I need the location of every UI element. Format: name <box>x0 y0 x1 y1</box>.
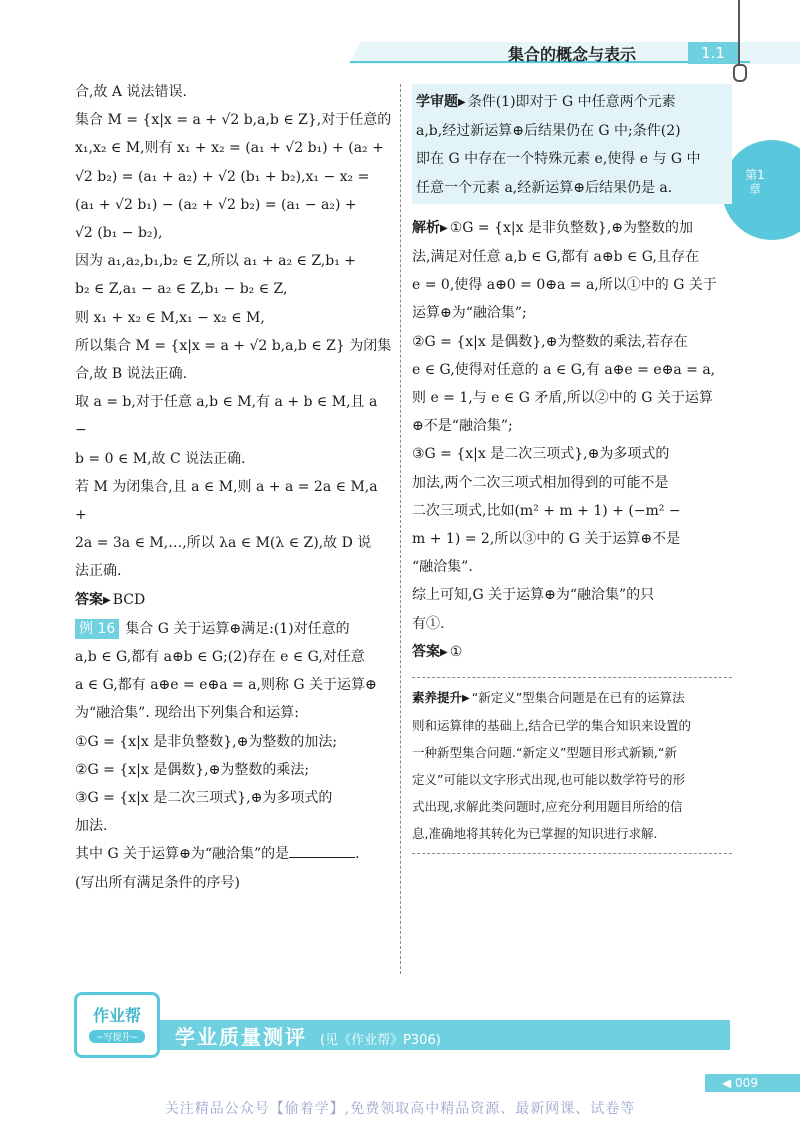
analysis-text: 加法,两个二次三项式相加得到的可能不是 <box>412 474 669 491</box>
review-label: 学审题 <box>416 94 458 110</box>
analysis-text: 综上可知,G 关于运算⊕为“融洽集”的只 <box>412 587 655 604</box>
page-title: 集合的概念与表示 <box>508 45 637 64</box>
analysis-text: ①G = {x|x 是非负整数},⊕为整数的加 <box>449 219 694 236</box>
text-line: ②G = {x|x 是偶数},⊕为整数的乘法; <box>75 761 310 778</box>
text-line: 合,故 A 说法错误. <box>75 84 187 100</box>
analysis-text: ③G = {x|x 是二次三项式},⊕为多项式的 <box>412 446 670 463</box>
zuoyebang-logo <box>74 992 160 1058</box>
tip-line <box>412 684 732 712</box>
answer-label: 答案 <box>412 643 440 660</box>
question-end: . <box>355 846 360 863</box>
analysis-text: 则 e = 1,与 e ∈ G 矛盾,所以②中的 G 关于运算 <box>412 390 713 407</box>
example-badge <box>75 619 119 639</box>
analysis-text: ⊕不是“融洽集”; <box>412 418 513 435</box>
text-line: 为“融洽集”. 现给出下列集合和运算: <box>75 705 299 722</box>
text-line: 所以集合 M = {x|x = a + √2 b,a,b ∈ Z} 为闭集 <box>75 337 392 354</box>
tip-text: 则和运算律的基础上,结合已学的集合知识来设置的 <box>412 718 691 734</box>
logo-subtext: ~写提升~ <box>89 1030 145 1043</box>
answer-line <box>412 638 732 667</box>
answer-value: ① <box>449 643 463 660</box>
analysis-text: e ∈ G,使得对任意的 a ∈ G,有 a⊕e = e⊕a = a, <box>412 361 716 378</box>
page-number <box>722 1074 758 1092</box>
bookmark-pin-icon <box>733 64 747 82</box>
text-line: √2 b₂) = (a₁ + a₂) + √2 (b₁ + b₂),x₁ − x₂ = <box>75 168 370 185</box>
question-text: 其中 G 关于运算⊕为“融洽集”的是 <box>75 846 290 863</box>
banner-subtitle: (见《作业帮》P306) <box>320 1033 441 1048</box>
section-number: 1.1 <box>688 42 738 64</box>
analysis-line <box>412 214 732 243</box>
review-text: 即在 G 中存在一个特殊元素 e,使得 e 与 G 中 <box>416 151 701 168</box>
text-line: 取 a = b,对于任意 a,b ∈ M,有 a + b ∈ M,且 a − <box>75 394 378 439</box>
text-line: 加法. <box>75 818 108 835</box>
analysis-text: 二次三项式,比如(m² + m + 1) + (−m² − <box>412 502 681 519</box>
analysis-text: e = 0,使得 a⊕0 = 0⊕a = a,所以①中的 G 关于 <box>412 277 717 294</box>
tip-text: 息,准确地将其转化为已掌握的知识进行求解. <box>412 826 658 842</box>
logo-text: 作业帮 <box>92 1006 141 1025</box>
answer-blank <box>289 843 355 858</box>
triangle-right-icon: ▶ <box>440 222 448 234</box>
text-line: 因为 a₁,a₂,b₁,b₂ ∈ Z,所以 a₁ + a₂ ∈ Z,b₁ + <box>75 253 357 270</box>
analysis-text: ②G = {x|x 是偶数},⊕为整数的乘法,若存在 <box>412 333 688 350</box>
text-line: 2a = 3a ∈ M,…,所以 λa ∈ M(λ ∈ Z),故 D 说 <box>75 535 372 552</box>
text-line: √2 (b₁ − b₂), <box>75 225 163 242</box>
review-box <box>412 84 732 204</box>
analysis-text: 有①. <box>412 615 445 632</box>
chapter-tab-label: 第1章 <box>745 168 765 196</box>
analysis-label: 解析 <box>412 219 440 236</box>
dashed-separator <box>412 677 732 678</box>
text-line: 集合 M = {x|x = a + √2 b,a,b ∈ Z},对于任意的 <box>75 112 392 129</box>
triangle-right-icon: ▶ <box>462 693 470 705</box>
text-line: x₁,x₂ ∈ M,则有 x₁ + x₂ = (a₁ + √2 b₁) + (a₂ + <box>75 140 384 157</box>
text-line: ①G = {x|x 是非负整数},⊕为整数的加法; <box>75 733 338 750</box>
text-line: 则 x₁ + x₂ ∈ M,x₁ − x₂ ∈ M, <box>75 309 265 326</box>
tip-text: 一种新型集合问题.“新定义”型题目形式新颖,“新 <box>412 745 677 761</box>
review-text: 条件(1)即对于 G 中任意两个元素 <box>467 94 676 110</box>
column-divider <box>400 84 401 974</box>
dashed-separator <box>412 853 732 854</box>
text-line: 合,故 B 说法正确. <box>75 366 188 383</box>
tip-text: 式出现,求解此类问题时,应充分利用题目所给的信 <box>412 799 683 815</box>
question-line <box>75 840 393 868</box>
answer-line <box>75 586 393 615</box>
text-line: a,b ∈ G,都有 a⊕b ∈ G;(2)存在 e ∈ G,对任意 <box>75 649 365 666</box>
example-label: 例 <box>79 620 93 637</box>
text-line: a ∈ G,都有 a⊕e = e⊕a = a,则称 G 关于运算⊕ <box>75 677 377 694</box>
review-text: 任意一个元素 a,经新运算⊕后结果仍是 a. <box>416 179 673 196</box>
answer-value: BCD <box>112 591 146 608</box>
analysis-text: m + 1) = 2,所以③中的 G 关于运算⊕不是 <box>412 531 681 548</box>
right-column <box>412 84 732 854</box>
arrow-left-icon: ◀ <box>722 1076 736 1090</box>
tip-text: “新定义”型集合问题是在已有的运算法 <box>471 690 685 706</box>
text-line: ③G = {x|x 是二次三项式},⊕为多项式的 <box>75 790 333 807</box>
text-line: 若 M 为闭集合,且 a ∈ M,则 a + a = 2a ∈ M,a + <box>75 478 378 524</box>
banner-title: 学业质量测评 <box>175 1025 307 1049</box>
text-line: 法正确. <box>75 563 122 580</box>
text-line: b = 0 ∈ M,故 C 说法正确. <box>75 450 246 467</box>
tip-label: 素养提升 <box>412 690 463 706</box>
analysis-text: 运算⊕为“融洽集”; <box>412 305 527 322</box>
triangle-right-icon: ▶ <box>440 646 448 658</box>
triangle-right-icon: ▶ <box>103 594 111 606</box>
text-line: (a₁ + √2 b₁) − (a₂ + √2 b₂) = (a₁ − a₂) + <box>75 196 357 213</box>
question-note: (写出所有满足条件的序号) <box>75 874 240 891</box>
analysis-text: “融洽集”. <box>412 559 473 576</box>
review-text: a,b,经过新运算⊕后结果仍在 G 中;条件(2) <box>416 123 681 140</box>
example-number: 16 <box>97 620 116 637</box>
bookmark-string <box>738 0 740 66</box>
text-line: b₂ ∈ Z,a₁ − a₂ ∈ Z,b₁ − b₂ ∈ Z, <box>75 281 288 298</box>
review-line <box>416 88 728 117</box>
left-column <box>75 78 393 897</box>
footer-watermark-text: 关注精品公众号【偷着学】,免费领取高中精品资源、最新网课、试卷等 <box>164 1101 636 1117</box>
tip-text: 定义”可能以文字形式出现,也可能以数学符号的形 <box>412 772 685 788</box>
page-number-value: 009 <box>735 1076 758 1090</box>
answer-label: 答案 <box>75 591 103 608</box>
tip-block <box>412 684 732 847</box>
analysis-text: 法,满足对任意 a,b ∈ G,都有 a⊕b ∈ G,且存在 <box>412 249 699 266</box>
text-line: 集合 G 关于运算⊕满足:(1)对任意的 <box>125 620 350 637</box>
triangle-right-icon: ▶ <box>458 97 466 108</box>
example-line <box>75 615 393 643</box>
